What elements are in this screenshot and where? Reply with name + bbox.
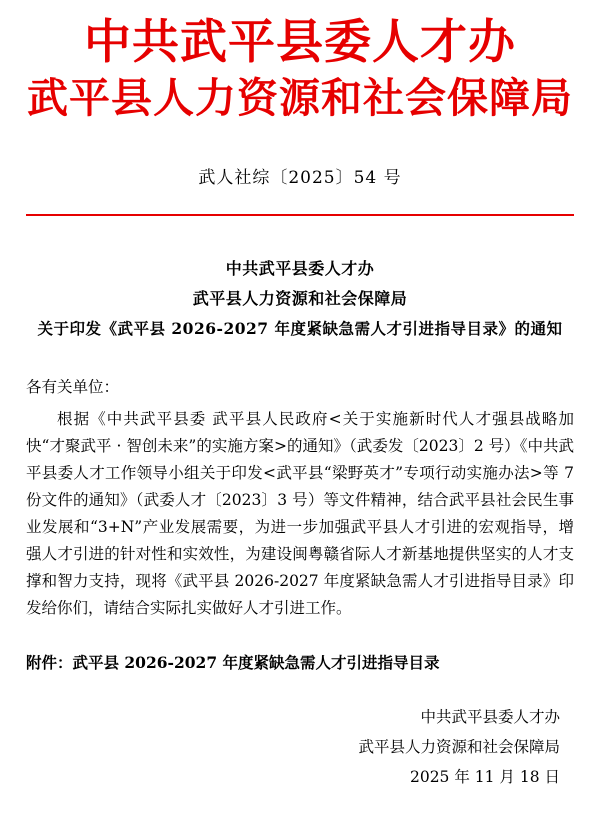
signature-org-1: 中共武平县委人才办 bbox=[420, 708, 560, 726]
signature-org-2: 武平县人力资源和社会保障局 bbox=[358, 738, 560, 756]
body-paragraph: 根据《中共武平县委 武平县人民政府<关于实施新时代人才强县战略加快“才聚武平 · 智创未来”的实施方案>的通知》（武委发〔2023〕2 号）《中共武平县委人才工作领导小组关于印发<武平县“梁野英才”专项行动实施办法>等 7 份文件的通知》（武委人才〔2023〕3 号）等文件精神，结合武平县社会民生事业发展和“3+N”产业发展需要，为进一步加强武平县人才引进的宏观指导，增强人才引进的针对性和实效性，为建设闽粤赣省际人才新基地提供坚实的人才支撑和智力支持，现将《武平县 2026-2027 年度紧缺急需人才引进指导目录》印发给你们，请结合实际扎实做好人才引进工作。 bbox=[26, 410, 574, 617]
letterhead-line-2: 武平县人力资源和社会保障局 bbox=[27, 74, 573, 122]
letterhead-line-1: 中共武平县委人才办 bbox=[84, 15, 516, 70]
red-separator-rule bbox=[26, 214, 574, 216]
signature-date: 2025 年 11 月 18 日 bbox=[409, 768, 560, 786]
salutation: 各有关单位： bbox=[26, 378, 120, 396]
document-number: 武人社综〔2025〕54 号 bbox=[198, 168, 402, 188]
title-line-2: 武平县人力资源和社会保障局 bbox=[192, 289, 408, 308]
signature-block bbox=[26, 702, 574, 792]
document-title bbox=[26, 254, 574, 344]
title-line-3: 关于印发《武平县 2026-2027 年度紧缺急需人才引进指导目录》的通知 bbox=[37, 319, 563, 338]
title-line-1: 中共武平县委人才办 bbox=[225, 259, 375, 278]
letterhead bbox=[26, 0, 574, 124]
attachment-line: 附件：武平县 2026-2027 年度紧缺急需人才引进指导目录 bbox=[26, 653, 440, 672]
